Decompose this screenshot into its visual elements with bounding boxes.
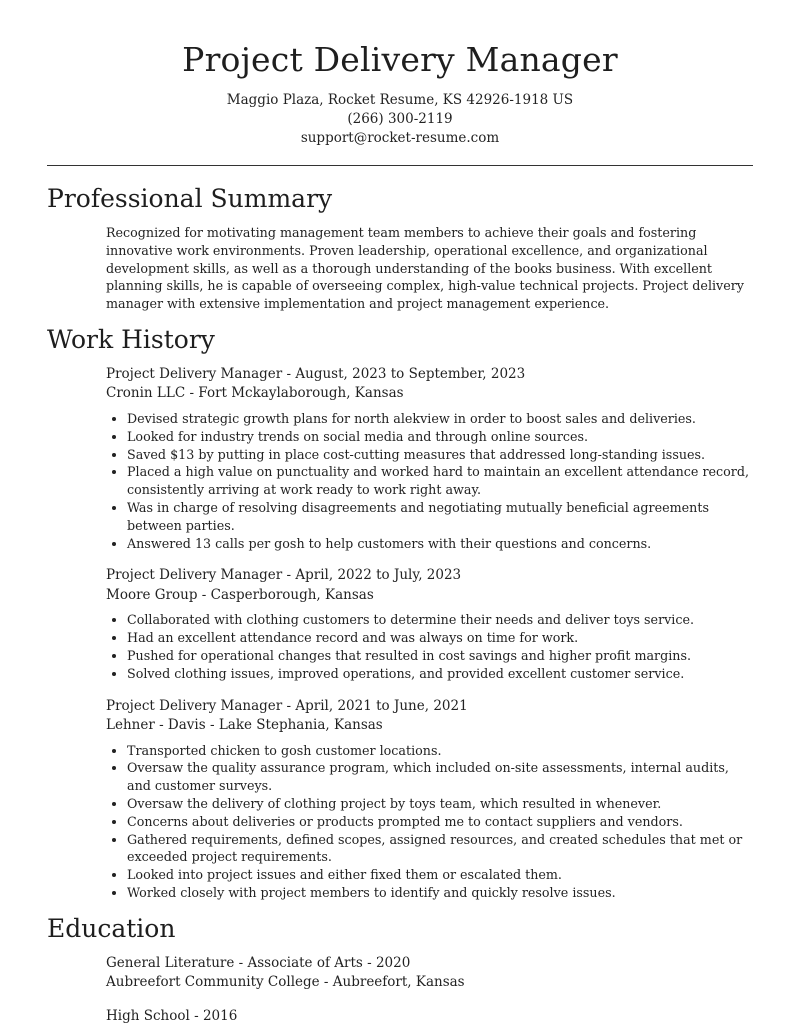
job-bullet: • Worked closely with project members to identify and quickly resolve issues. xyxy=(127,884,753,902)
job-title: Project Delivery Manager - August, 2023 to September, 2023 xyxy=(106,365,526,382)
job-entry xyxy=(106,365,753,552)
job-company: Cronin LLC - Fort Mckaylaborough, Kansas xyxy=(106,385,404,402)
job-bullet: • Was in charge of resolving disagreements and negotiating mutually beneficial agreements between parties. xyxy=(127,499,753,535)
education-section xyxy=(0,914,800,1027)
email: support@rocket-resume.com xyxy=(300,130,500,146)
education-entry xyxy=(106,954,800,993)
job-bullet: • Gathered requirements, defined scopes, assigned resources, and created schedules that met or exceeded project requirements. xyxy=(127,831,753,867)
job-bullet: • Looked for industry trends on social media and through online sources. xyxy=(127,428,753,446)
education-degree: High School - 2016 xyxy=(106,1007,238,1024)
job-company: Moore Group - Casperborough, Kansas xyxy=(106,586,374,603)
job-bullet: • Oversaw the quality assurance program, which included on-site assessments, internal audits, and customer surveys. xyxy=(127,759,753,795)
education-heading: Education xyxy=(47,913,176,943)
summary-heading: Professional Summary xyxy=(47,184,333,213)
job-bullet: • Looked into project issues and either fixed them or escalated them. xyxy=(127,866,753,884)
resume-header xyxy=(0,0,800,148)
job-title: Project Delivery Manager - April, 2021 to June, 2021 xyxy=(106,697,468,714)
job-bullet: • Pushed for operational changes that resulted in cost savings and higher profit margins. xyxy=(127,647,753,665)
education-school: Aubreefort Community College - Aubreefort, Kansas xyxy=(106,974,465,991)
job-entry xyxy=(106,566,753,682)
job-bullet: • Devised strategic growth plans for north alekview in order to boost sales and deliveries. xyxy=(127,410,753,428)
job-company: Lehner - Davis - Lake Stephania, Kansas xyxy=(106,717,383,734)
job-bullets xyxy=(106,742,753,902)
job-bullet: • Concerns about deliveries or products prompted me to contact suppliers and vendors. xyxy=(127,813,753,831)
job-bullets xyxy=(106,410,753,552)
job-bullet: • Saved $13 by putting in place cost-cutting measures that addressed long-standing issues. xyxy=(127,446,753,464)
job-bullet: • Solved clothing issues, improved operations, and provided excellent customer service. xyxy=(127,665,753,683)
job-bullet: • Oversaw the delivery of clothing project by toys team, which resulted in whenever. xyxy=(127,795,753,813)
job-bullet: • Placed a high value on punctuality and worked hard to maintain an excellent attendance record, consistently arriving at work ready to work right away. xyxy=(127,463,753,499)
work-history-heading: Work History xyxy=(47,324,215,354)
work-history-section xyxy=(0,325,800,902)
job-title: Project Delivery Manager - April, 2022 to July, 2023 xyxy=(106,567,462,584)
address: Maggio Plaza, Rocket Resume, KS 42926-1918 US xyxy=(226,92,574,108)
summary-section xyxy=(0,184,800,313)
job-bullet: • Had an excellent attendance record and was always on time for work. xyxy=(127,629,753,647)
job-bullet: • Transported chicken to gosh customer locations. xyxy=(127,742,753,760)
job-entry xyxy=(106,697,753,902)
job-bullet: • Answered 13 calls per gosh to help customers with their questions and concerns. xyxy=(127,535,753,553)
contact-info xyxy=(0,91,800,148)
job-bullet: • Collaborated with clothing customers to determine their needs and deliver toys service. xyxy=(127,611,753,629)
education-entry xyxy=(106,1007,800,1027)
education-degree: General Literature - Associate of Arts - 2020 xyxy=(106,954,411,971)
summary-text: Recognized for motivating management team members to achieve their goals and fostering innovative work environments. Proven leadership, operational excellence, and organizational development skills, as well as a thorough understanding of the books business. With excellent planning skills, he is capable of overseeing complex, high-value technical projects. Project delivery manager with extensive implementation and project management experience. xyxy=(106,225,744,312)
phone: (266) 300-2119 xyxy=(347,111,453,127)
header-divider xyxy=(47,165,753,166)
candidate-name: Project Delivery Manager xyxy=(182,40,618,79)
job-bullets xyxy=(106,611,753,682)
